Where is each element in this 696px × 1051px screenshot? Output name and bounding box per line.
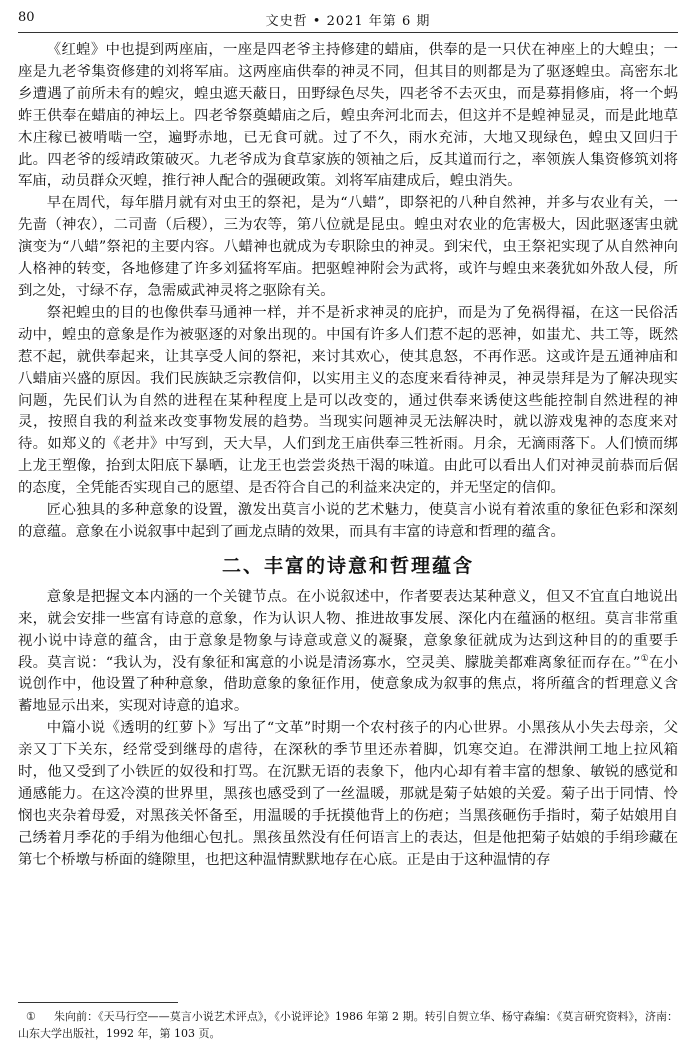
paragraph-red-locust: 《红蝗》中也提到两座庙，一座是四老爷主持修建的蜡庙，供奉的是一只伏在神座上的大蝗虫；一座是九老爷集资修建的刘将军庙。这两座庙供奉的神灵不同，但其目的则都是为了驱逐蝗虫。高密东北乡遭遇了前所未有的蝗灾，蝗虫遮天蔽日，田野绿色尽失，四老爷不去灭虫，而是募捐修庙，将一个蚂蚱王供奉在蜡庙的神坛上。四老爷祭奠蜡庙之后，蝗虫奔河北而去，但这并不是蝗神显灵，而是此地草木庄稼已被啃啮一空，遍野赤地，已无食可就。过了不久，雨水充沛，大地又现绿色，蝗虫又回归于此。四老爷的绥靖政策破灭。九老爷成为食草家族的领袖之后，反其道而行之，率领族人集资修筑刘将军庙，动员群众灭蝗，推行神人配合的强硬政策。刘将军庙建成后，蝗虫消失。 — [18, 42, 678, 190]
section-heading: 二、丰富的诗意和哲理蕴含 — [221, 554, 474, 577]
paragraph-transparent-carrot: 中篇小说《透明的红萝卜》写出了“文革”时期一个农村孩子的内心世界。小黑孩从小失去母亲，父亲又丁下关东，经常受到继母的虐待，在深秋的季节里还赤着脚，饥寒交迫。在滞洪闸工地上拉风箱时，他又受到了小铁匠的奴役和打骂。在沉默无语的表象下，他内心却有着丰富的想象、敏锐的感觉和通感能力。在这冷漠的世界里，黑孩也感受到了一丝温暖，那就是菊子姑娘的关爱。菊子出于同情、怜悯也夹杂着母爱，对黑孩关怀备至，用温暖的手抚摸他背上的伤疤；当黑孩砸伤手指时，菊子姑娘用自己绣着月季花的手绢为他细心包扎。黑孩虽然没有任何语言上的表达，但是他把菊子姑娘的手绢珍藏在第七个桥墩与桥面的缝隙里，也把这种温情默默地存在心底。正是由于这种温情的存 — [18, 720, 678, 868]
paragraph-worship-purpose: 祭祀蝗虫的目的也像供奉马通神一样，并不是祈求神灵的庇护，而是为了免祸得福，在这一民俗活动中，蝗虫的意象是作为被驱逐的对象出现的。中国有许多人们惹不起的恶神，如蚩尤、共工等，既然惹不起，就供奉起来，让其享受人间的祭祀，来讨其欢心，使其息怒，不再作恶。这或许是五通神庙和八蜡庙兴盛的原因。我们民族缺乏宗教信仰，以实用主义的态度来看待神灵，神灵崇拜是为了解决现实问题，先民们认为自然的进程在某种程度上是可以改变的，通过供奉来诱使这些能控制自然进程的神灵，按照自我的利益来改变事物发展的趋势。当现实问题神灵无法解决时，就以游戏鬼神的态度来对待。如郑义的《老井》中写到，天大旱，人们到龙王庙供奉三牲祈雨。月余，无滴雨落下。人们愤而绑上龙王塑像，抬到太阳底下暴晒，让龙王也尝尝炎热干渴的味道。由此可以看出人们对神灵前恭而后倨的态度，全凭能否实现自己的愿望、是否符合自己的利益来决定的，并无坚定的信仰。 — [18, 304, 678, 497]
paragraph-imagery-summary: 匠心独具的多种意象的设置，激发出莫言小说的艺术魅力，使莫言小说有着浓重的象征色彩和深刻的意蕴。意象在小说叙事中起到了画龙点睛的效果，而具有丰富的诗意和哲理的蕴含。 — [18, 502, 678, 540]
footnote-text: 朱向前：《天马行空——莫言小说艺术评点》，《小说评论》1986 年第 2 期。转引自贺立华、杨守森编：《莫言研究资料》，济南：山东大学出版社，1992 年，第 103 页。 — [18, 1010, 678, 1040]
footnote — [18, 1008, 678, 1042]
paragraph-continuation: 在小说创作中，他设置了种种意象，借助意象的象征作用，使意象成为叙事的焦点，将所蕴含的哲理意义含蓄地显示出来，实现对诗意的追求。 — [18, 654, 678, 715]
paragraph-imagery-key-node — [18, 587, 678, 718]
footnote-divider — [18, 1002, 178, 1003]
quote-text: 意象是把握文本内涵的一个关键节点。在小说叙述中，作者要表达某种意义，但又不宜直白地说出来，就会安排一些富有诗意的意象，作为认识人物、推进故事发展、深化内在蕴涵的枢纽。莫言非常重视小说中诗意的蕴含，由于意象是物象与诗意或意义的凝聚，意象象征就成为达到这种目的的重要手段。莫言说：“我认为，没有象征和寓意的小说是清汤寡水，空灵美、朦胧美都难离象征而存在。” — [18, 588, 678, 671]
footnote-mark: ① — [26, 1010, 36, 1023]
page-header — [18, 6, 678, 33]
page-number: 80 — [18, 10, 35, 25]
paragraph-ba-la: 早在周代，每年腊月就有对虫王的祭祀，是为“八蜡”，即祭祀的八种自然神，并多与农业有关，一先啬（神农），二司啬（后稷），三为农等，第八位就是昆虫。蝗虫对农业的危害极大，因此驱逐害虫就演变为“八蜡”祭祀的主要内容。八蜡神也就成为专职除虫的神灵。到宋代，虫王祭祀实现了从自然神向人格神的转变，各地修建了许多刘猛将军庙。把驱蝗神附会为武将，或许与蝗虫来袭犹如外敌人侵，所到之处，寸绿不存，急需威武神灵将之驱除有关。 — [18, 195, 678, 299]
article-body — [18, 40, 678, 872]
running-head-journal: 文史哲 • 2021 年第 6 期 — [265, 14, 431, 29]
footnote-reference[interactable]: ① — [640, 653, 649, 664]
